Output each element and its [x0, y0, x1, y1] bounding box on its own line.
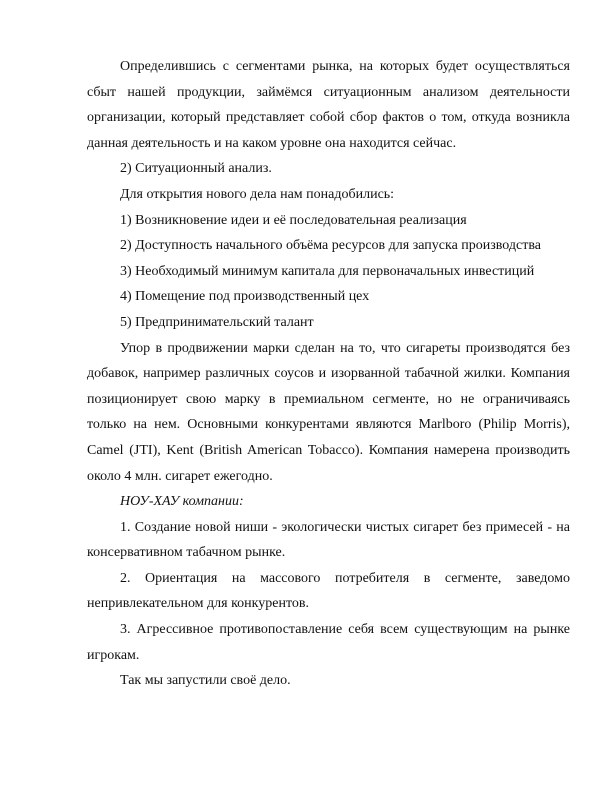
list-item: 5) Предпринимательский талант	[120, 314, 314, 330]
list-item: 1) Возникновение идеи и её последовательная реализация	[120, 212, 467, 228]
knowhow-heading: НОУ-ХАУ компании:	[120, 494, 244, 510]
list-item: 4) Помещение под производственный цех	[120, 289, 370, 305]
knowhow-item: 2. Ориентация на массового потребителя в сегменте, заведомо непривлекательном для конкурентов.	[87, 570, 570, 612]
paragraph-intro: Определившись с сегментами рынка, на которых будет осуществляться сбыт нашей продукции, займёмся ситуационным анализом деятельности организации, который представляет собой сбор фактов о том, откуда возникла данная деятельность и на каком уровне она находится сейчас.	[87, 59, 570, 151]
document-body	[87, 54, 570, 694]
list-item: 2) Доступность начального объёма ресурсов для запуска производства	[120, 238, 541, 254]
list-intro: Для открытия нового дела нам понадобились:	[120, 186, 395, 202]
section-title: 2) Ситуационный анализ.	[120, 161, 272, 177]
knowhow-item: 1. Создание новой ниши - экологически чистых сигарет без примесей - на консервативном табачном рынке.	[87, 519, 570, 561]
paragraph-brand: Упор в продвижении марки сделан на то, что сигареты производятся без добавок, например различных соусов и изорванной табачной жилки. Компания позиционирует свою марку в премиальном сегменте, но не ограничиваясь только на нем. Основными конкурентами являются Marlboro (Philip Morris), Camel (JTI), Kent (British American Tobacco). Компания намерена производить около 4 млн. сигарет ежегодно.	[87, 340, 570, 484]
list-item: 3) Необходимый минимум капитала для первоначальных инвестиций	[120, 263, 535, 279]
knowhow-item: 3. Агрессивное противопоставление себя всем существующим на рынке игрокам.	[87, 622, 570, 663]
closing-line: Так мы запустили своё дело.	[120, 673, 291, 689]
